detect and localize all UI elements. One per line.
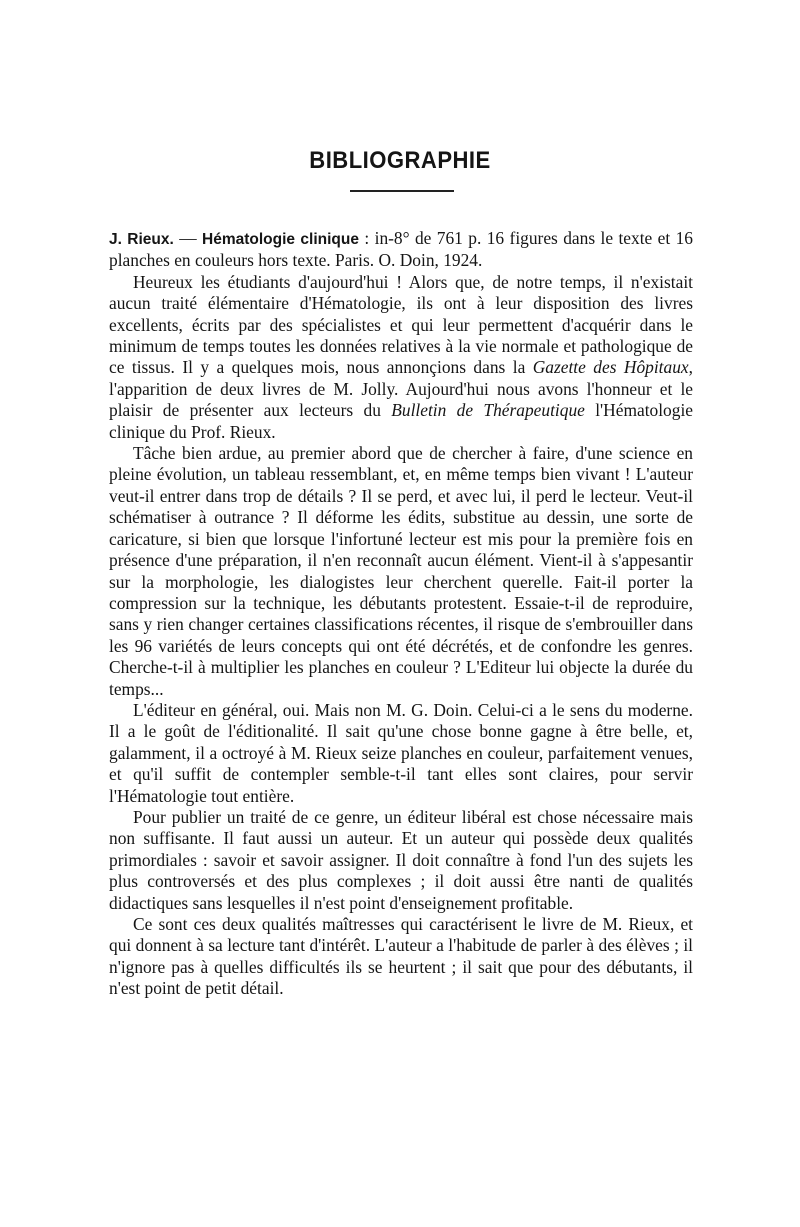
paragraph-3: L'éditeur en général, oui. Mais non M. G. Doin. Celui-ci a le sens du moderne. Il a le goût de l'éditionalité. Il sait qu'une chose bonne gagne à être belle, et, galamment, il a octroyé à M. Rieux seize planches en couleur, parfaitement venues, et qu'il suffit de contempler semble-t-il tant elles sont claires, pour servir l'Hématologie tout entière. (109, 699, 693, 806)
paragraph-2: Tâche bien ardue, au premier abord que de chercher à faire, d'une science en pleine évolution, un tableau ressemblant, et, en même temps bien vivant ! L'auteur veut-il entrer dans trop de détails ? Il se perd, et avec lui, il perd le lecteur. Veut-il schématiser à outrance ? Il déforme les édits, substitue au dessin, une sorte de caricature, si bien que lorsque l'infortuné lecteur est mis pour la première fois en présence d'une préparation, il n'en reconnaît aucun élément. Vient-il à s'appesantir sur la morphologie, les dialogistes leur cherchent querelle. Fait-il porter la compression sur la technique, les débutants protestent. Essaie-t-il de reproduire, sans y rien changer certaines classifications récentes, il risque de s'embrouiller dans les 96 variétés de leurs concepts qui ont été décrétés, et de confondre les genres. Cherche-t-il à multiplier les planches en couleur ? L'Editeur lui objecte la durée du temps... (109, 443, 693, 699)
paragraph-1 (109, 272, 693, 443)
paragraph-1-part-b: , l'apparition de deux livres de M. Jolly. Aujourd'hui nous avons l'honneur et le plaisir de présenter aux lecteurs du (109, 357, 693, 421)
paragraph-4: Pour publier un traité de ce genre, un éditeur libéral est chose nécessaire mais non suffisante. Il faut aussi un auteur. Et un auteur qui possède deux qualités primordiales : savoir et savoir assigner. Il doit connaître à fond l'un des sujets les plus controversés et des plus complexes ; il doit aussi être nanti de qualités didactiques sans lesquelles il n'est point d'enseignement profitable. (109, 806, 693, 913)
title-divider (350, 190, 454, 192)
paragraph-5: Ce sont ces deux qualités maîtresses qui caractérisent le livre de M. Rieux, et qui donnent à sa lecture tant d'intérêt. L'auteur a l'habitude de parler à des élèves ; il n'ignore pas à quelles difficultés ils se heurtent ; il sait que pour des débutants, il n'est point de petit détail. (109, 914, 693, 999)
book-title: Hématologie clinique (202, 231, 359, 248)
publication-details: : in-8° de 761 p. 16 figures dans le texte et 16 planches en couleurs hors texte. Paris. O. Doin, 1924. (109, 228, 693, 271)
journal-bulletin: Bulletin de Thérapeutique (391, 400, 585, 421)
paragraph-1-part-c: l'Hématologie clinique du Prof. Rieux. (109, 400, 693, 442)
paragraph-1-part-a: Heureux les étudiants d'aujourd'hui ! Alors que, de notre temps, il n'existait aucun traité élémentaire d'Hématologie, ils ont à leur disposition des livres excellents, écrits par des spécialistes et qui leur permettent d'acquérir dans le minimum de temps toutes les données relatives à la vie normale et pathologique de ce tissus. Il y a quelques mois, nous annonçions dans la (109, 271, 693, 378)
author-name: J. Rieux. (109, 231, 174, 248)
entry-dash: — (173, 228, 203, 248)
journal-gazette: Gazette des Hôpitaux (532, 357, 689, 378)
bibliographic-entry (109, 228, 693, 272)
review-article (109, 228, 693, 1000)
page-title: BIBLIOGRAPHIE (309, 147, 491, 174)
